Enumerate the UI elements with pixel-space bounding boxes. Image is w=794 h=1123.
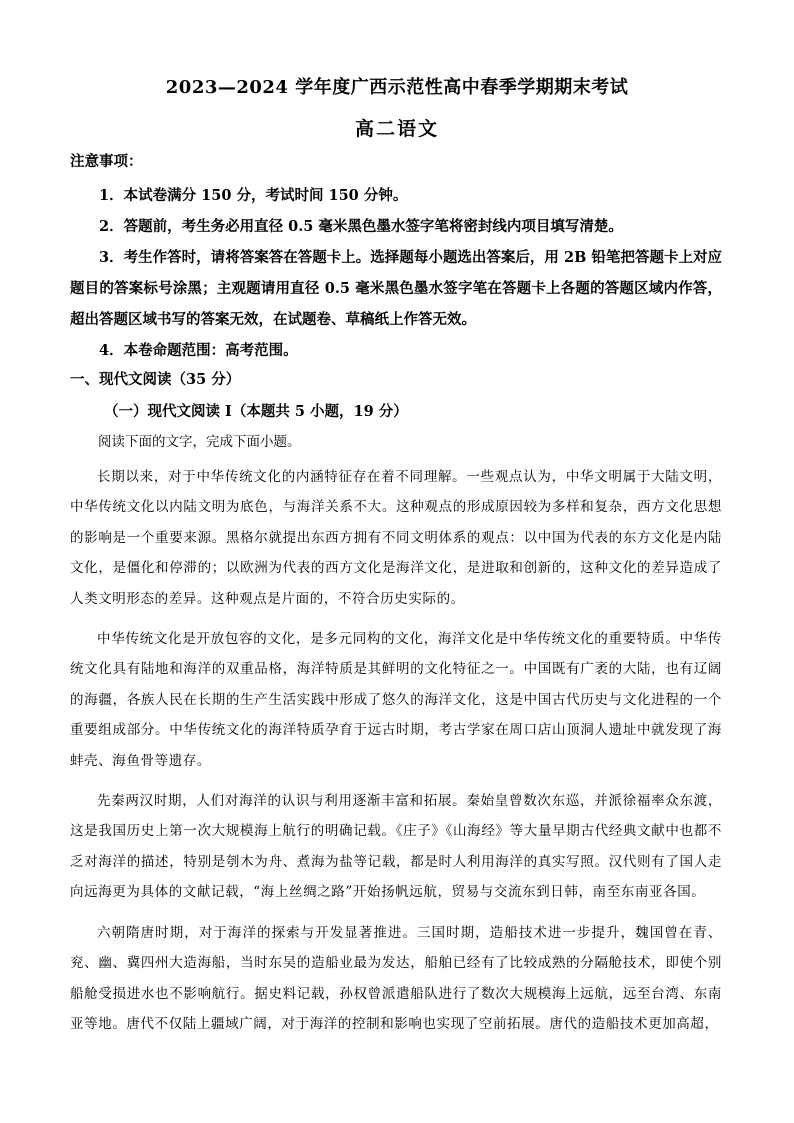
article-paragraph: 六朝隋唐时期，对于海洋的探索与开发显著推进。三国时期，造船技术进一步提升，魏国曾在青、兖、幽、冀四州大造海船，当时东吴的造船业最为发达，船舶已经有了比较成熟的分隔舱技术，即使个别船舱受损进水也不影响航行。据史料记载，孙权曾派遣船队进行了数次大规模海上远航，远至台湾、东南亚等地。唐代不仅陆上疆域广阔，对于海洋的控制和影响也实现了空前拓展。唐代的造船技术更加高超， [70,924,722,1032]
exam-title: 2023—2024 学年度广西示范性高中春季学期期末考试 [165,77,629,98]
notice-item: 1．本试卷满分 150 分，考试时间 150 分钟。 [99,187,408,204]
reading-article [70,462,722,1049]
notice-item: 3．考生作答时，请将答案答在答题卡上。选择题每小题选出答案后，用 2B 铅笔把答题卡上对应题目的答案标号涂黑；主观题请用直径 0.5 毫米黑色墨水签字笔在答题卡上各题的答题区域内作答，超出答题区域书写的答案无效，在试题卷、草稿纸上作答无效。 [70,249,722,328]
notice-item: 4．本卷命题范围：高考范围。 [99,342,298,359]
article-paragraph: 中华传统文化是开放包容的文化，是多元同构的文化，海洋文化是中华传统文化的重要特质。中华传统文化具有陆地和海洋的双重品格，海洋特质是其鲜明的文化特征之一。中国既有广袤的大陆，也有辽阔的海疆，各族人民在长期的生产生活实践中形成了悠久的海洋文化，这是中国古代历史与文化进程的一个重要组成部分。中华传统文化的海洋特质孕育于远古时期，考古学家在周口店山顶洞人遗址中就发现了海蚌壳、海鱼骨等遗存。 [70,631,722,769]
article-paragraph: 长期以来，对于中华传统文化的内涵特征存在着不同理解。一些观点认为，中华文明属于大陆文明，中华传统文化以内陆文明为底色，与海洋关系不大。这种观点的形成原因较为多样和复杂，西方文化思想的影响是一个重要来源。黑格尔就提出东西方拥有不同文明体系的观点：以中国为代表的东方文化是内陆文化，是僵化和停滞的；以欧洲为代表的西方文化是海洋文化，是进取和创新的，这种文化的差异造成了人类文明形态的差异。这种观点是片面的，不符合历史实际的。 [70,469,722,607]
notice-heading: 注意事项： [70,153,143,170]
article-paragraph: 先秦两汉时期，人们对海洋的认识与利用逐渐丰富和拓展。秦始皇曾数次东巡，并派徐福率众东渡，这是我国历史上第一次大规模海上航行的明确记载。《庄子》《山海经》等大量早期古代经典文献中也都不乏对海洋的描述，特别是刳木为舟、煮海为盐等记载，都是时人利用海洋的真实写照。汉代则有了国人走向远海更为具体的文献记载，“海上丝绸之路”开始扬帆远航，贸易与交流东到日韩，南至东南亚各国。 [70,793,722,901]
exam-subtitle: 高二语文 [354,118,439,140]
reading-instruction: 阅读下面的文字，完成下面小题。 [98,434,301,450]
notice-list [70,180,722,366]
subsection-heading: （一）现代文阅读 I（本题共 5 小题，19 分） [104,403,408,420]
notice-item: 2．答题前，考生务必用直径 0.5 毫米黑色墨水签字笔将密封线内项目填写清楚。 [99,218,623,235]
section-heading: 一、现代文阅读（35 分） [70,371,241,388]
